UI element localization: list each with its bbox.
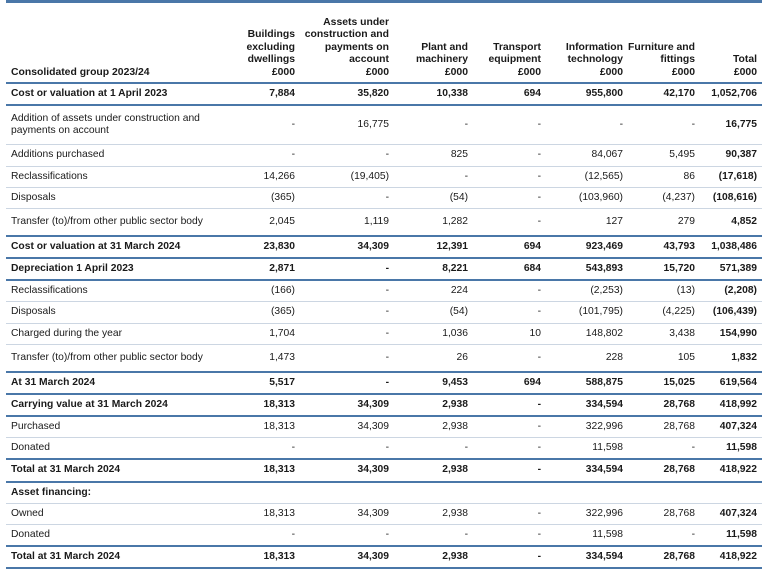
cell-total: 1,038,486 bbox=[700, 236, 762, 258]
cell-it: 334,594 bbox=[546, 394, 628, 416]
cell-transport: - bbox=[473, 145, 546, 166]
cell-transport: - bbox=[473, 546, 546, 568]
row-label: Purchased bbox=[6, 416, 224, 438]
table-row bbox=[6, 438, 762, 460]
cell-buildings: - bbox=[224, 105, 300, 145]
cell-furniture: 28,768 bbox=[628, 394, 700, 416]
column-header-furniture-fittings-unit: £000 bbox=[671, 66, 695, 78]
cell-auc: 16,775 bbox=[300, 105, 394, 145]
cell-total: 16,775 bbox=[700, 105, 762, 145]
cell-auc: - bbox=[300, 302, 394, 323]
cell-total: 407,324 bbox=[700, 503, 762, 524]
cell-plant: 1,282 bbox=[394, 208, 473, 236]
cell-it: 11,598 bbox=[546, 438, 628, 460]
column-header-buildings bbox=[224, 3, 300, 83]
cell-buildings bbox=[224, 482, 300, 504]
cell-plant: - bbox=[394, 105, 473, 145]
table-body bbox=[6, 83, 762, 568]
cell-auc: 34,309 bbox=[300, 459, 394, 481]
cell-buildings: 18,313 bbox=[224, 394, 300, 416]
cell-buildings: - bbox=[224, 524, 300, 546]
cell-buildings: 18,313 bbox=[224, 503, 300, 524]
cell-furniture: 15,025 bbox=[628, 372, 700, 394]
table-row bbox=[6, 546, 762, 568]
table-row bbox=[6, 344, 762, 372]
cell-it: 322,996 bbox=[546, 416, 628, 438]
row-label: Addition of assets under construction and payments on account bbox=[6, 105, 224, 145]
cell-plant: 2,938 bbox=[394, 503, 473, 524]
column-header-buildings-text: Buildings excluding dwellings bbox=[246, 29, 295, 66]
cell-it: 127 bbox=[546, 208, 628, 236]
cell-plant: 9,453 bbox=[394, 372, 473, 394]
table-row bbox=[6, 524, 762, 546]
cell-plant: 1,036 bbox=[394, 323, 473, 344]
cell-furniture: - bbox=[628, 438, 700, 460]
column-header-total bbox=[700, 3, 762, 83]
cell-total: 1,052,706 bbox=[700, 83, 762, 105]
cell-total: 418,922 bbox=[700, 546, 762, 568]
cell-it: 148,802 bbox=[546, 323, 628, 344]
cell-transport: - bbox=[473, 302, 546, 323]
cell-transport: - bbox=[473, 459, 546, 481]
cell-plant bbox=[394, 482, 473, 504]
cell-furniture: 28,768 bbox=[628, 503, 700, 524]
cell-transport bbox=[473, 482, 546, 504]
cell-it: 322,996 bbox=[546, 503, 628, 524]
cell-furniture: 28,768 bbox=[628, 459, 700, 481]
cell-furniture: (4,225) bbox=[628, 302, 700, 323]
table-row bbox=[6, 166, 762, 187]
cell-buildings: - bbox=[224, 438, 300, 460]
cell-buildings: (365) bbox=[224, 302, 300, 323]
table-row bbox=[6, 302, 762, 323]
column-header-buildings-unit: £000 bbox=[271, 66, 295, 78]
cell-auc: 35,820 bbox=[300, 83, 394, 105]
cell-buildings: 23,830 bbox=[224, 236, 300, 258]
cell-furniture: 3,438 bbox=[628, 323, 700, 344]
cell-auc: - bbox=[300, 323, 394, 344]
cell-transport: 10 bbox=[473, 323, 546, 344]
table-row bbox=[6, 83, 762, 105]
cell-auc: 34,309 bbox=[300, 503, 394, 524]
column-header-plant-machinery-text: Plant and machinery bbox=[416, 41, 468, 66]
table-row bbox=[6, 187, 762, 208]
property-plant-equipment-table bbox=[6, 0, 762, 569]
row-label: Cost or valuation at 1 April 2023 bbox=[6, 83, 224, 105]
cell-it: (2,253) bbox=[546, 280, 628, 302]
row-label: Disposals bbox=[6, 302, 224, 323]
column-header-furniture-fittings-text: Furniture and fittings bbox=[628, 41, 695, 66]
cell-plant: - bbox=[394, 438, 473, 460]
cell-transport: - bbox=[473, 208, 546, 236]
cell-transport: 694 bbox=[473, 372, 546, 394]
row-label: Owned bbox=[6, 503, 224, 524]
cell-transport: - bbox=[473, 438, 546, 460]
table-row bbox=[6, 459, 762, 481]
cell-transport: - bbox=[473, 280, 546, 302]
cell-it: (12,565) bbox=[546, 166, 628, 187]
cell-total: 4,852 bbox=[700, 208, 762, 236]
cell-buildings: 2,045 bbox=[224, 208, 300, 236]
cell-plant: - bbox=[394, 524, 473, 546]
cell-transport: - bbox=[473, 344, 546, 372]
row-label: Donated bbox=[6, 438, 224, 460]
cell-auc: - bbox=[300, 524, 394, 546]
cell-plant: (54) bbox=[394, 187, 473, 208]
cell-transport: 694 bbox=[473, 83, 546, 105]
table-row bbox=[6, 145, 762, 166]
cell-furniture: 105 bbox=[628, 344, 700, 372]
cell-buildings: 18,313 bbox=[224, 459, 300, 481]
table-row bbox=[6, 503, 762, 524]
cell-total: 418,992 bbox=[700, 394, 762, 416]
cell-total: 571,389 bbox=[700, 258, 762, 280]
cell-buildings: 2,871 bbox=[224, 258, 300, 280]
cell-furniture bbox=[628, 482, 700, 504]
cell-total: (106,439) bbox=[700, 302, 762, 323]
cell-auc: 34,309 bbox=[300, 394, 394, 416]
column-header-plant-machinery-unit: £000 bbox=[444, 66, 468, 78]
cell-buildings: 1,704 bbox=[224, 323, 300, 344]
column-header-label bbox=[6, 3, 224, 83]
cell-transport: 694 bbox=[473, 236, 546, 258]
cell-plant: 8,221 bbox=[394, 258, 473, 280]
row-label: Asset financing: bbox=[6, 482, 224, 504]
cell-furniture: 15,720 bbox=[628, 258, 700, 280]
column-header-furniture-fittings bbox=[628, 3, 700, 83]
column-header-transport-equipment-text: Transport equipment bbox=[488, 41, 541, 66]
row-label: Additions purchased bbox=[6, 145, 224, 166]
cell-total: (2,208) bbox=[700, 280, 762, 302]
row-label: Carrying value at 31 March 2024 bbox=[6, 394, 224, 416]
cell-plant: 224 bbox=[394, 280, 473, 302]
cell-total: 619,564 bbox=[700, 372, 762, 394]
row-label: Total at 31 March 2024 bbox=[6, 546, 224, 568]
cell-furniture: 28,768 bbox=[628, 546, 700, 568]
row-label: Cost or valuation at 31 March 2024 bbox=[6, 236, 224, 258]
cell-auc: - bbox=[300, 438, 394, 460]
cell-buildings: (166) bbox=[224, 280, 300, 302]
cell-it: 84,067 bbox=[546, 145, 628, 166]
cell-plant: (54) bbox=[394, 302, 473, 323]
column-header-total-text: Total bbox=[732, 54, 757, 66]
cell-total: 1,832 bbox=[700, 344, 762, 372]
cell-total: (17,618) bbox=[700, 166, 762, 187]
cell-buildings: (365) bbox=[224, 187, 300, 208]
cell-it: 334,594 bbox=[546, 459, 628, 481]
cell-auc: - bbox=[300, 344, 394, 372]
cell-buildings: 18,313 bbox=[224, 416, 300, 438]
cell-total: 154,990 bbox=[700, 323, 762, 344]
cell-buildings: 5,517 bbox=[224, 372, 300, 394]
cell-furniture: 86 bbox=[628, 166, 700, 187]
cell-plant: 2,938 bbox=[394, 459, 473, 481]
row-label: At 31 March 2024 bbox=[6, 372, 224, 394]
cell-plant: 2,938 bbox=[394, 394, 473, 416]
cell-total bbox=[700, 482, 762, 504]
cell-auc: (19,405) bbox=[300, 166, 394, 187]
cell-auc: - bbox=[300, 258, 394, 280]
cell-furniture: (13) bbox=[628, 280, 700, 302]
cell-auc: 34,309 bbox=[300, 236, 394, 258]
cell-it bbox=[546, 482, 628, 504]
row-label: Donated bbox=[6, 524, 224, 546]
cell-it: - bbox=[546, 105, 628, 145]
cell-total: 407,324 bbox=[700, 416, 762, 438]
cell-transport: - bbox=[473, 503, 546, 524]
column-header-transport-equipment-unit: £000 bbox=[517, 66, 541, 78]
cell-plant: - bbox=[394, 166, 473, 187]
cell-it: (101,795) bbox=[546, 302, 628, 323]
cell-furniture: 28,768 bbox=[628, 416, 700, 438]
table-row bbox=[6, 394, 762, 416]
row-label: Total at 31 March 2024 bbox=[6, 459, 224, 481]
cell-auc: 1,119 bbox=[300, 208, 394, 236]
column-header-information-technology-text: Information technology bbox=[565, 41, 623, 66]
cell-buildings: 1,473 bbox=[224, 344, 300, 372]
cell-it: 543,893 bbox=[546, 258, 628, 280]
cell-transport: 684 bbox=[473, 258, 546, 280]
cell-furniture: - bbox=[628, 524, 700, 546]
row-label: Reclassifications bbox=[6, 280, 224, 302]
table-row bbox=[6, 323, 762, 344]
cell-buildings: 14,266 bbox=[224, 166, 300, 187]
cell-furniture: - bbox=[628, 105, 700, 145]
cell-total: 11,598 bbox=[700, 524, 762, 546]
column-header-total-unit: £000 bbox=[733, 66, 757, 78]
cell-plant: 2,938 bbox=[394, 416, 473, 438]
cell-auc: - bbox=[300, 372, 394, 394]
table-row bbox=[6, 416, 762, 438]
column-header-plant-machinery bbox=[394, 3, 473, 83]
cell-auc: - bbox=[300, 187, 394, 208]
row-label: Charged during the year bbox=[6, 323, 224, 344]
column-header-information-technology-unit: £000 bbox=[599, 66, 623, 78]
cell-it: 11,598 bbox=[546, 524, 628, 546]
cell-buildings: 18,313 bbox=[224, 546, 300, 568]
cell-plant: 10,338 bbox=[394, 83, 473, 105]
cell-buildings: - bbox=[224, 145, 300, 166]
cell-auc bbox=[300, 482, 394, 504]
cell-furniture: 43,793 bbox=[628, 236, 700, 258]
cell-buildings: 7,884 bbox=[224, 83, 300, 105]
table-row bbox=[6, 372, 762, 394]
row-label: Transfer (to)/from other public sector body bbox=[6, 208, 224, 236]
cell-furniture: 5,495 bbox=[628, 145, 700, 166]
cell-transport: - bbox=[473, 166, 546, 187]
cell-transport: - bbox=[473, 394, 546, 416]
table-row bbox=[6, 280, 762, 302]
cell-it: 923,469 bbox=[546, 236, 628, 258]
cell-auc: - bbox=[300, 145, 394, 166]
column-header-label-text: Consolidated group 2023/24 bbox=[11, 66, 150, 78]
row-label: Transfer (to)/from other public sector body bbox=[6, 344, 224, 372]
table-row bbox=[6, 105, 762, 145]
column-header-assets-under-construction-unit: £000 bbox=[365, 66, 389, 78]
row-label: Reclassifications bbox=[6, 166, 224, 187]
cell-transport: - bbox=[473, 416, 546, 438]
table-header bbox=[6, 0, 762, 83]
cell-plant: 26 bbox=[394, 344, 473, 372]
cell-plant: 12,391 bbox=[394, 236, 473, 258]
cell-furniture: 279 bbox=[628, 208, 700, 236]
table-row bbox=[6, 236, 762, 258]
cell-it: 228 bbox=[546, 344, 628, 372]
cell-auc: 34,309 bbox=[300, 546, 394, 568]
column-header-information-technology bbox=[546, 3, 628, 83]
cell-auc: - bbox=[300, 280, 394, 302]
cell-it: (103,960) bbox=[546, 187, 628, 208]
table-row bbox=[6, 258, 762, 280]
column-header-transport-equipment bbox=[473, 3, 546, 83]
column-header-assets-under-construction-text: Assets under construction and payments on account bbox=[304, 16, 389, 66]
row-label: Disposals bbox=[6, 187, 224, 208]
cell-it: 334,594 bbox=[546, 546, 628, 568]
cell-furniture: (4,237) bbox=[628, 187, 700, 208]
cell-total: (108,616) bbox=[700, 187, 762, 208]
cell-auc: 34,309 bbox=[300, 416, 394, 438]
cell-plant: 825 bbox=[394, 145, 473, 166]
cell-it: 588,875 bbox=[546, 372, 628, 394]
cell-total: 90,387 bbox=[700, 145, 762, 166]
column-header-row bbox=[6, 3, 762, 83]
cell-total: 11,598 bbox=[700, 438, 762, 460]
cell-it: 955,800 bbox=[546, 83, 628, 105]
cell-furniture: 42,170 bbox=[628, 83, 700, 105]
table-row bbox=[6, 482, 762, 504]
cell-transport: - bbox=[473, 187, 546, 208]
column-header-assets-under-construction bbox=[300, 3, 394, 83]
table-row bbox=[6, 208, 762, 236]
cell-total: 418,922 bbox=[700, 459, 762, 481]
cell-plant: 2,938 bbox=[394, 546, 473, 568]
row-label: Depreciation 1 April 2023 bbox=[6, 258, 224, 280]
cell-transport: - bbox=[473, 524, 546, 546]
cell-transport: - bbox=[473, 105, 546, 145]
